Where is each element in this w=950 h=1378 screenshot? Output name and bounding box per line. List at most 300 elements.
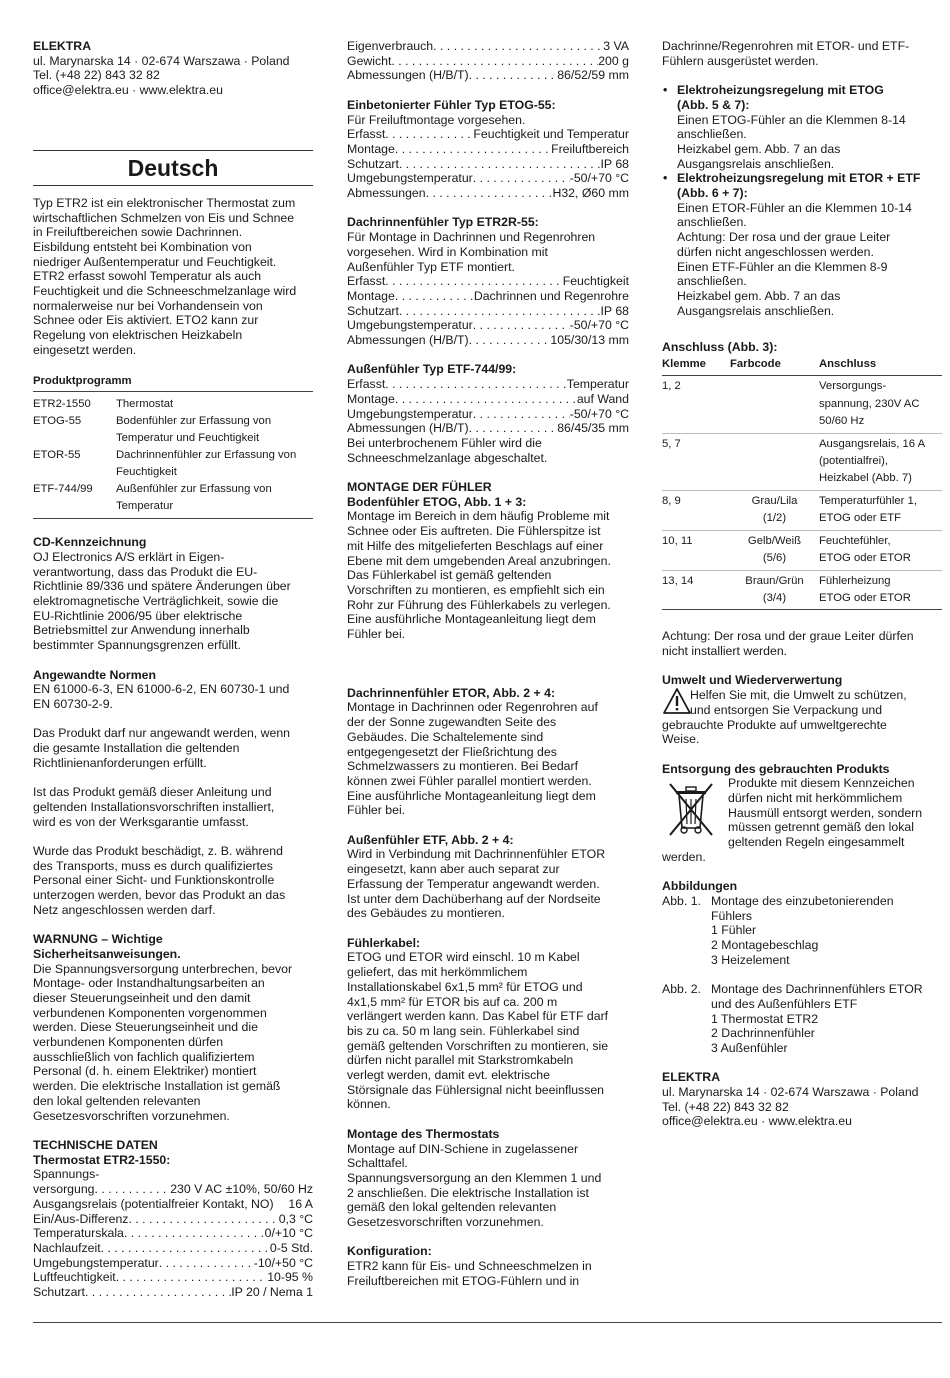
cell-anschluss [819, 530, 942, 570]
product-code: ETF-744/99 [33, 483, 93, 496]
spec-line [33, 1226, 313, 1241]
product-row [33, 481, 313, 515]
spec-label: Erfasst [347, 127, 386, 142]
text-line: gemäß den lokal geltenden relevanten [347, 1200, 557, 1215]
text-line: Wird in Verbindung mit Dachrinnenfühler ETOR [347, 847, 606, 862]
spec-value: 16 A [288, 1196, 313, 1211]
spec-value: 86/45/35 mm [557, 421, 629, 436]
desc-line: Temperatur und Feuchtigkeit [116, 432, 260, 445]
environment-block [662, 688, 942, 747]
spec-line [347, 318, 629, 333]
spec-line [347, 274, 629, 289]
product-rule [33, 391, 313, 392]
spec-label: Eigenverbrauch [347, 39, 434, 53]
mount-heading: MONTAGE DER FÜHLER [347, 480, 492, 495]
spec-label: Nachlaufzeit [33, 1240, 101, 1255]
dot-leader [473, 171, 570, 186]
product-desc [116, 413, 313, 447]
table-row [662, 433, 942, 490]
text-line: eingesetzt werden. [33, 342, 137, 357]
warning-heading: Sicherheitsanweisungen. [33, 946, 181, 961]
warning-text [33, 962, 313, 1124]
dot-leader [395, 289, 474, 304]
spec-value: Temperatur [566, 377, 629, 392]
dot-leader [385, 377, 567, 392]
cell-anschluss [819, 490, 942, 530]
ce-text [33, 550, 313, 653]
figure-label: Abb. 2. [662, 982, 701, 997]
bullet-heading: • Elektroheizungsregelung mit ETOG [677, 83, 884, 98]
text-line: Für Montage in Dachrinnen und Regenrohren [347, 230, 596, 245]
text-line: verantwortung, dass das Produkt die EU- [33, 564, 258, 579]
dot-leader [399, 157, 601, 172]
product-row [33, 447, 313, 481]
thermostat-specs [33, 1182, 313, 1300]
spec-value: Dachrinnen und Regenrohre [473, 288, 629, 303]
text-line: Einen ETF-Fühler an die Klemmen 8-9 [677, 259, 888, 274]
spec-line [347, 54, 629, 69]
text-line: wirtschaftlichen Schmelzen von Eis und Schnee [33, 210, 295, 225]
cell-farbcode [730, 433, 819, 490]
text-line: vorgesehen. Wird in Kombination mit [347, 244, 548, 259]
text-line: Feuchtigkeit und die Schneeschmelzanlage wird [33, 284, 297, 299]
text-line: Außenfühler Typ ETF montiert. [347, 259, 515, 274]
crossed-bin-icon [662, 778, 720, 838]
language-title: Deutsch [127, 154, 219, 181]
environment-heading: Umwelt und Wiederverwertung [662, 673, 843, 688]
spec-value: 10-95 % [267, 1270, 313, 1285]
text-line: Fühler bei. [347, 803, 406, 818]
spec-value: IP 68 [600, 303, 629, 318]
product-row [33, 413, 313, 447]
text-line: normalerweise nur bei Vorhandensein von [33, 298, 263, 313]
spec-value: 200 g [598, 53, 629, 68]
text-line: Störsignale das Fühlersignal nicht beeinflussen [347, 1082, 605, 1097]
spec-label: Erfasst [347, 274, 386, 289]
product-heading: Produktprogramm [33, 374, 132, 387]
text-line: 2 anschließen. Die elektrische Installation ist [347, 1185, 589, 1200]
text-line: Produkte mit diesem Kennzeichen [728, 776, 915, 791]
text-line: Vorschriften zu montieren, es empfiehlt sich ein [347, 582, 605, 597]
text-line: Richtlinie 89/336 und spätere Änderungen über [33, 579, 291, 594]
spec-value: -10/+50 °C [253, 1255, 313, 1270]
text-line: verlängert werden kann. Das Kabel für ETF darf [347, 1009, 609, 1024]
text-line: gebrauchte Produkte auf umweltgerechte [662, 717, 887, 732]
figure-2-entry [662, 982, 942, 1056]
text-line: Ausgangsrelais anschließen. [677, 156, 835, 171]
product-code: ETR2-1550 [33, 398, 91, 411]
spec-line [347, 171, 629, 186]
text-line: EN 61000-6-3, EN 61000-6-2, EN 60730-1 und [33, 682, 290, 697]
desc-line: Temperatur [116, 500, 174, 513]
cell-line: (1/2) [762, 512, 787, 525]
cell-anschluss [819, 433, 942, 490]
cell-line: Braun/Grün [745, 574, 804, 587]
text-line: Netz angeschlossen werden darf. [33, 902, 216, 917]
cell-line: Heizkabel (Abb. 7) [819, 472, 912, 485]
text-line: Eisbildung entsteht bei Kombination von [33, 239, 252, 254]
spec-label: Abmessungen [347, 186, 426, 201]
text-line: Montage des Dachrinnenfühlers ETOR [711, 982, 923, 997]
spec-value: 230 V AC ±10%, 50/60 Hz [170, 1182, 313, 1197]
text-line: Schmelzwassers zu montieren. Bei Bedarf [347, 759, 579, 774]
cell-farbcode [730, 376, 819, 433]
product-code: ETOR-55 [33, 449, 81, 462]
spec-value: Freiluftbereich [551, 141, 629, 156]
col-header-anschluss: Anschluss [819, 355, 942, 376]
text-line: mit Hilfe des mitgelieferten Beschlags auf einer [347, 538, 604, 553]
spec-line [347, 392, 629, 407]
text-line: Ist das Produkt gemäß dieser Anleitung und [33, 785, 272, 800]
text-line: ETOG und ETOR wird einschl. 10 m Kabel [347, 950, 580, 965]
spec-value: Feuchtigkeit und Temperatur [473, 127, 629, 142]
thermostat-mount-heading: Montage des Thermostats [347, 1126, 500, 1141]
bullet-heading: (Abb. 5 & 7): [677, 97, 750, 112]
spec-label: Abmessungen (H/B/T) [347, 333, 469, 348]
cell-line: 50/60 Hz [819, 415, 865, 428]
text-line: Montage- oder Instandhaltungsarbeiten an [33, 976, 265, 991]
column-2 [347, 39, 629, 1289]
etor-mount-text [347, 700, 629, 818]
text-line: anschließen. [677, 127, 747, 142]
text-line: werden. Diese Steuerungseinheit und die [33, 1020, 258, 1035]
text-line: eingesetzt, kann aber auch separat zur [347, 862, 560, 877]
text-line: Typ ETR2 ist ein elektronischer Thermostat zum [33, 195, 296, 210]
figures-heading: Abbildungen [662, 879, 738, 894]
text-line: dürfen nicht mit herkömmlichem [728, 791, 903, 806]
text-line: unterzogen werden, bevor das Produkt an das [33, 888, 286, 903]
bullet-heading: • Elektroheizungsregelung mit ETOR + ETF [677, 171, 921, 186]
cell-line: Feuchtefühler, [819, 534, 891, 547]
etor-heading: Dachrinnenfühler Typ ETR2R-55: [347, 215, 539, 230]
dot-leader [95, 1182, 171, 1197]
text-line: entgegengesetzt der Fließrichtung des [347, 744, 557, 759]
spec-label: Erfasst [347, 377, 386, 392]
spec-value: H32, Ø60 mm [552, 186, 629, 201]
company-tel: Tel. (+48 22) 843 32 82 [33, 68, 160, 83]
text-line: Installationskabel 6x1,5 mm² für ETOG und [347, 979, 583, 994]
product-row [33, 396, 313, 413]
text-line: Für Freiluftmontage vorgesehen. [347, 112, 526, 127]
text-line: Ebene mit dem umgebenden Areal anzubringen. [347, 553, 611, 568]
spec-label: versorgung [33, 1182, 95, 1197]
text-line: den lokal geltenden relevanten [33, 1093, 201, 1108]
text-line: Fühlers [711, 908, 753, 923]
text-line: verbundenen Komponenten vorgenommen [33, 1005, 267, 1020]
spec-label: Schutzart [347, 303, 399, 318]
warning-triangle-icon [662, 687, 692, 715]
text-line: anschließen. [677, 215, 747, 230]
text-line: verlegt werden, damit evt. elektrische [347, 1068, 550, 1083]
text-line: Rohr zur Führung des Fühlerkabels zu verlegen. [347, 597, 611, 612]
column-3 [662, 39, 942, 1129]
etf-mount-text [347, 847, 629, 921]
spec-line [347, 407, 629, 422]
text-line: Ist unter dem Dachüberhang auf der Nordseite [347, 891, 601, 906]
table-row [662, 376, 942, 433]
spec-label: Ausgangsrelais (potentialfreier Kontakt, NO) [33, 1196, 274, 1211]
table-header-row [662, 355, 942, 376]
dot-leader [128, 1212, 278, 1227]
spec-label: Montage [347, 141, 395, 156]
product-desc [116, 447, 313, 481]
figure-label: Abb. 1. [662, 893, 701, 908]
disposal-block [662, 776, 942, 864]
company-tel: Tel. (+48 22) 843 32 82 [662, 1099, 789, 1114]
text-line: wird es von der Werksgarantie umfasst. [33, 814, 249, 829]
company-name: ELEKTRA [33, 39, 92, 53]
etog-heading: Einbetonierter Fühler Typ ETOG-55: [347, 97, 556, 112]
spec-label: Schutzart [347, 156, 399, 171]
text-line: Gesetzesvorschriften vorzunehmen. [347, 1215, 544, 1230]
figure-item: 1 Thermostat ETR2 [711, 1011, 819, 1026]
text-line: Achtung: Der rosa und der graue Leiter [677, 230, 891, 245]
text-line: Heizkabel gem. Abb. 7 an das [677, 288, 841, 303]
text-line: ausschließlich von fachlich qualifiziertem [33, 1049, 255, 1064]
text-line: Dachrinne/Regenrohren mit ETOR- und ETF- [662, 39, 910, 53]
text-line: Eine ausführliche Montageanleitung liegt dem [347, 612, 596, 627]
spec-line: Spannungs- [33, 1167, 100, 1182]
spec-line [347, 39, 629, 54]
dot-leader [385, 127, 473, 142]
spec-value: 0,3 °C [278, 1211, 313, 1226]
spec-value: auf Wand [576, 391, 629, 406]
desc-line: Bodenfühler zur Erfassung von [116, 415, 272, 428]
connection-table [662, 355, 942, 610]
text-line: Montage des einzubetonierenden [711, 893, 894, 908]
dot-leader [469, 68, 558, 83]
text-line: OJ Electronics A/S erklärt in Eigen- [33, 549, 225, 564]
text-line: Eine ausführliche Montageanleitung liegt dem [347, 788, 596, 803]
text-line: anschließen. [677, 274, 747, 289]
product-table [33, 396, 313, 515]
footer-rule [33, 1322, 942, 1323]
text-line: Schnee oder Eis aktiviert. ETO2 kann zur [33, 313, 259, 328]
cell-line: Gelb/Weiß [747, 534, 802, 547]
spec-label: Abmessungen (H/B/T) [347, 421, 469, 436]
etf-heading: Außenfühler Typ ETF-744/99: [347, 362, 517, 377]
cell-farbcode [730, 570, 819, 610]
dot-leader [159, 1256, 254, 1271]
spec-label: Abmessungen (H/B/T) [347, 68, 469, 83]
etf-specs [347, 377, 629, 436]
text-line: dürfen nicht parallel mit Starkstromkabeln [347, 1053, 574, 1068]
dot-leader [85, 1285, 231, 1300]
text-line: des Transports, muss es durch qualifiziertes [33, 858, 273, 873]
spec-value: -50/+70 °C [569, 406, 629, 421]
text-line: Helfen Sie mit, die Umwelt zu schützen, [690, 688, 907, 703]
text-line: bestimmter Spannungsgrenzen erfüllt. [33, 638, 241, 653]
product-desc [116, 481, 313, 515]
desc-line: Thermostat [116, 398, 174, 411]
spec-value: 105/30/13 mm [550, 333, 629, 348]
text-line: der der Sonne zugewandten Seite des [347, 715, 557, 730]
cell-klemme: 10, 11 [662, 530, 730, 570]
thermostat-specs-cont [347, 39, 629, 83]
cell-line: Temperaturfühler 1, [819, 494, 917, 507]
text-line: Hausmüll entsorgt werden, sondern [728, 805, 923, 820]
cell-line: (potentialfrei), [819, 455, 889, 468]
spec-label: Umgebungstemperatur [347, 318, 473, 333]
spec-line [347, 186, 629, 201]
etor-mount-heading: Dachrinnenfühler ETOR, Abb. 2 + 4: [347, 685, 556, 700]
connection-heading: Anschluss (Abb. 3): [662, 340, 778, 355]
dot-leader [433, 39, 603, 54]
spec-line [347, 157, 629, 172]
text-line: Montage in Dachrinnen oder Regenrohren auf [347, 700, 598, 715]
intro-text [33, 196, 313, 358]
figure-item: 3 Heizelement [711, 952, 790, 967]
text-line: bis zu ca. 50 m lang sein. Fühlerkabel sind [347, 1023, 580, 1038]
cell-anschluss [819, 570, 942, 610]
text-line: Erfassung der Temperatur angewandt werden. [347, 876, 600, 891]
spec-line [347, 68, 629, 83]
cell-line: ETOG oder ETOR [819, 591, 911, 604]
cable-text [347, 950, 629, 1112]
spec-value: 86/52/59 mm [557, 68, 629, 83]
text-line: Die Spannungsversorgung unterbrechen, bevor [33, 961, 293, 976]
text-line: Fühlern ausgerüstet werden. [662, 53, 819, 68]
spec-line [33, 1270, 313, 1285]
dot-leader [385, 274, 562, 289]
text-line: Schneeschmelzanlage abgeschaltet. [347, 450, 548, 465]
text-line: Achtung: Der rosa und der graue Leiter dürfen [662, 629, 914, 644]
cable-heading: Fühlerkabel: [347, 935, 421, 950]
dot-leader [473, 407, 570, 422]
dot-leader [395, 142, 551, 157]
col-header-klemme: Klemme [662, 355, 730, 376]
text-line: nicht installiert werden. [662, 644, 788, 659]
cell-farbcode [730, 530, 819, 570]
text-line: geltenden Regeln eingesammelt [728, 835, 905, 850]
text-line: Das Fühlerkabel ist gemäß geltenden [347, 568, 552, 583]
cell-klemme: 8, 9 [662, 490, 730, 530]
company-address: ul. Marynarska 14 · 02-674 Warszawa · Poland [33, 53, 290, 68]
text-line: ETR2 kann für Eis- und Schneeschmelzen in [347, 1259, 592, 1274]
config-bullet-list [662, 83, 942, 318]
spec-value: -50/+70 °C [569, 318, 629, 333]
text-line: Ausgangsrelais anschließen. [677, 303, 835, 318]
dot-leader [391, 54, 598, 69]
config-heading: Konfiguration: [347, 1244, 432, 1259]
product-desc [116, 396, 313, 413]
spec-label: Montage [347, 288, 395, 303]
text-line: EN 60730-2-9. [33, 696, 113, 711]
column-1 [33, 39, 313, 1300]
cell-line: spannung, 230V AC [819, 397, 920, 410]
figure-1-entry [662, 894, 942, 968]
text-line: Heizkabel gem. Abb. 7 an das [677, 141, 841, 156]
tech-heading: TECHNISCHE DATEN [33, 1137, 158, 1152]
text-line: Montage auf DIN-Schiene in zugelassener [347, 1141, 579, 1156]
figure-item: 2 Dachrinnenfühler [711, 1026, 815, 1041]
spec-line [33, 1256, 313, 1271]
text-line: des Gebäudes zu montieren. [347, 906, 505, 921]
dot-leader [116, 1270, 267, 1285]
etor-specs [347, 274, 629, 348]
desc-line: Feuchtigkeit [116, 466, 177, 479]
text-line: und entsorgen Sie Verpackung und [690, 702, 883, 717]
text-line: niedriger Außentemperatur und Feuchtigkeit. [33, 254, 277, 269]
cell-line: Fühlerheizung [819, 574, 891, 587]
etog-specs [347, 127, 629, 201]
spec-value: IP 68 [600, 156, 629, 171]
product-code: ETOG-55 [33, 415, 82, 428]
desc-line: Außenfühler zur Erfassung von [116, 483, 272, 496]
text-line: Betriebsmittel zur Anwendung innerhalb [33, 623, 250, 638]
company-web: office@elektra.eu · www.elektra.eu [33, 83, 223, 98]
cell-line: ETOG oder ETOR [819, 552, 911, 565]
disposal-heading: Entsorgung des gebrauchten Produkts [662, 761, 890, 776]
spec-label: Luftfeuchtigkeit [33, 1270, 116, 1285]
spec-line [33, 1182, 313, 1197]
text-line: müssen getrennt gemäß den lokal [728, 820, 914, 835]
spec-value: IP 20 / Nema 1 [231, 1285, 313, 1300]
text-line: gemäß geltenden Vorschriften zu montieren, sie [347, 1038, 609, 1053]
norms-heading: Angewandte Normen [33, 667, 156, 682]
text-line: in Freiluftbereichen sowie Dachrinnen. [33, 225, 243, 240]
bullet-item [662, 171, 942, 318]
thermostat-heading: Thermostat ETR2-1550: [33, 1152, 171, 1167]
table-row [662, 490, 942, 530]
cell-line: (5/6) [762, 552, 787, 565]
text-line: können zwei Fühler parallel montiert werden. [347, 773, 592, 788]
figure-item: 3 Außenfühler [711, 1040, 788, 1055]
cell-klemme: 13, 14 [662, 570, 730, 610]
spec-line [33, 1241, 313, 1256]
text-line: Personal einer Sicht- und Funktionskontrolle [33, 873, 275, 888]
thermostat-mount-text [347, 1142, 629, 1230]
text-line: Einen ETOG-Fühler an die Klemmen 8-14 [677, 112, 906, 127]
desc-line: Dachrinnenfühler zur Erfassung von [116, 449, 297, 462]
company-name: ELEKTRA [662, 1070, 721, 1085]
spec-line [347, 377, 629, 392]
table-row [662, 570, 942, 610]
dot-leader [101, 1241, 270, 1256]
dot-leader [469, 333, 551, 348]
etf-mount-heading: Außenfühler ETF, Abb. 2 + 4: [347, 832, 514, 847]
cell-line: ETOG oder ETF [819, 512, 902, 525]
spec-label: Umgebungstemperatur [33, 1255, 159, 1270]
spec-line [33, 1197, 313, 1212]
text-line: geliefert, das mit herkömmlichem [347, 965, 528, 980]
text-line: Montage im Bereich in dem häufig Probleme mit [347, 509, 610, 524]
ce-heading: CD-Kennzeichnung [33, 535, 147, 550]
text-line: Bei unterbrochenem Fühler wird die [347, 435, 542, 450]
spec-label: Temperaturskala [33, 1226, 124, 1241]
text-line: Richtlinienanforderungen erfüllt. [33, 755, 207, 770]
cell-klemme: 1, 2 [662, 376, 730, 433]
spec-line [33, 1285, 313, 1300]
dot-leader [124, 1226, 265, 1241]
dot-leader [469, 421, 558, 436]
spec-label: Umgebungstemperatur [347, 171, 473, 186]
company-web: office@elektra.eu · www.elektra.eu [662, 1114, 852, 1129]
text-line: 4x1,5 mm² für ETOR bis auf ca. 200 m [347, 994, 558, 1009]
cell-line: (3/4) [762, 591, 787, 604]
text-line: Spannungsversorgung an den Klemmen 1 und [347, 1170, 602, 1185]
spec-label: Schutzart [33, 1285, 85, 1300]
spec-label: Ein/Aus-Differenz [33, 1211, 129, 1226]
text-line: Personal (d. h. einem Elektriker) montiert [33, 1064, 257, 1079]
spec-line [347, 333, 629, 348]
figure-item: 2 Montagebeschlag [711, 938, 819, 953]
text-line: Weise. [662, 732, 700, 747]
spec-line [347, 289, 629, 304]
cell-line: Ausgangsrelais, 16 A [819, 437, 926, 450]
bullet-heading: (Abb. 6 + 7): [677, 186, 748, 201]
text-line: können. [347, 1097, 391, 1112]
